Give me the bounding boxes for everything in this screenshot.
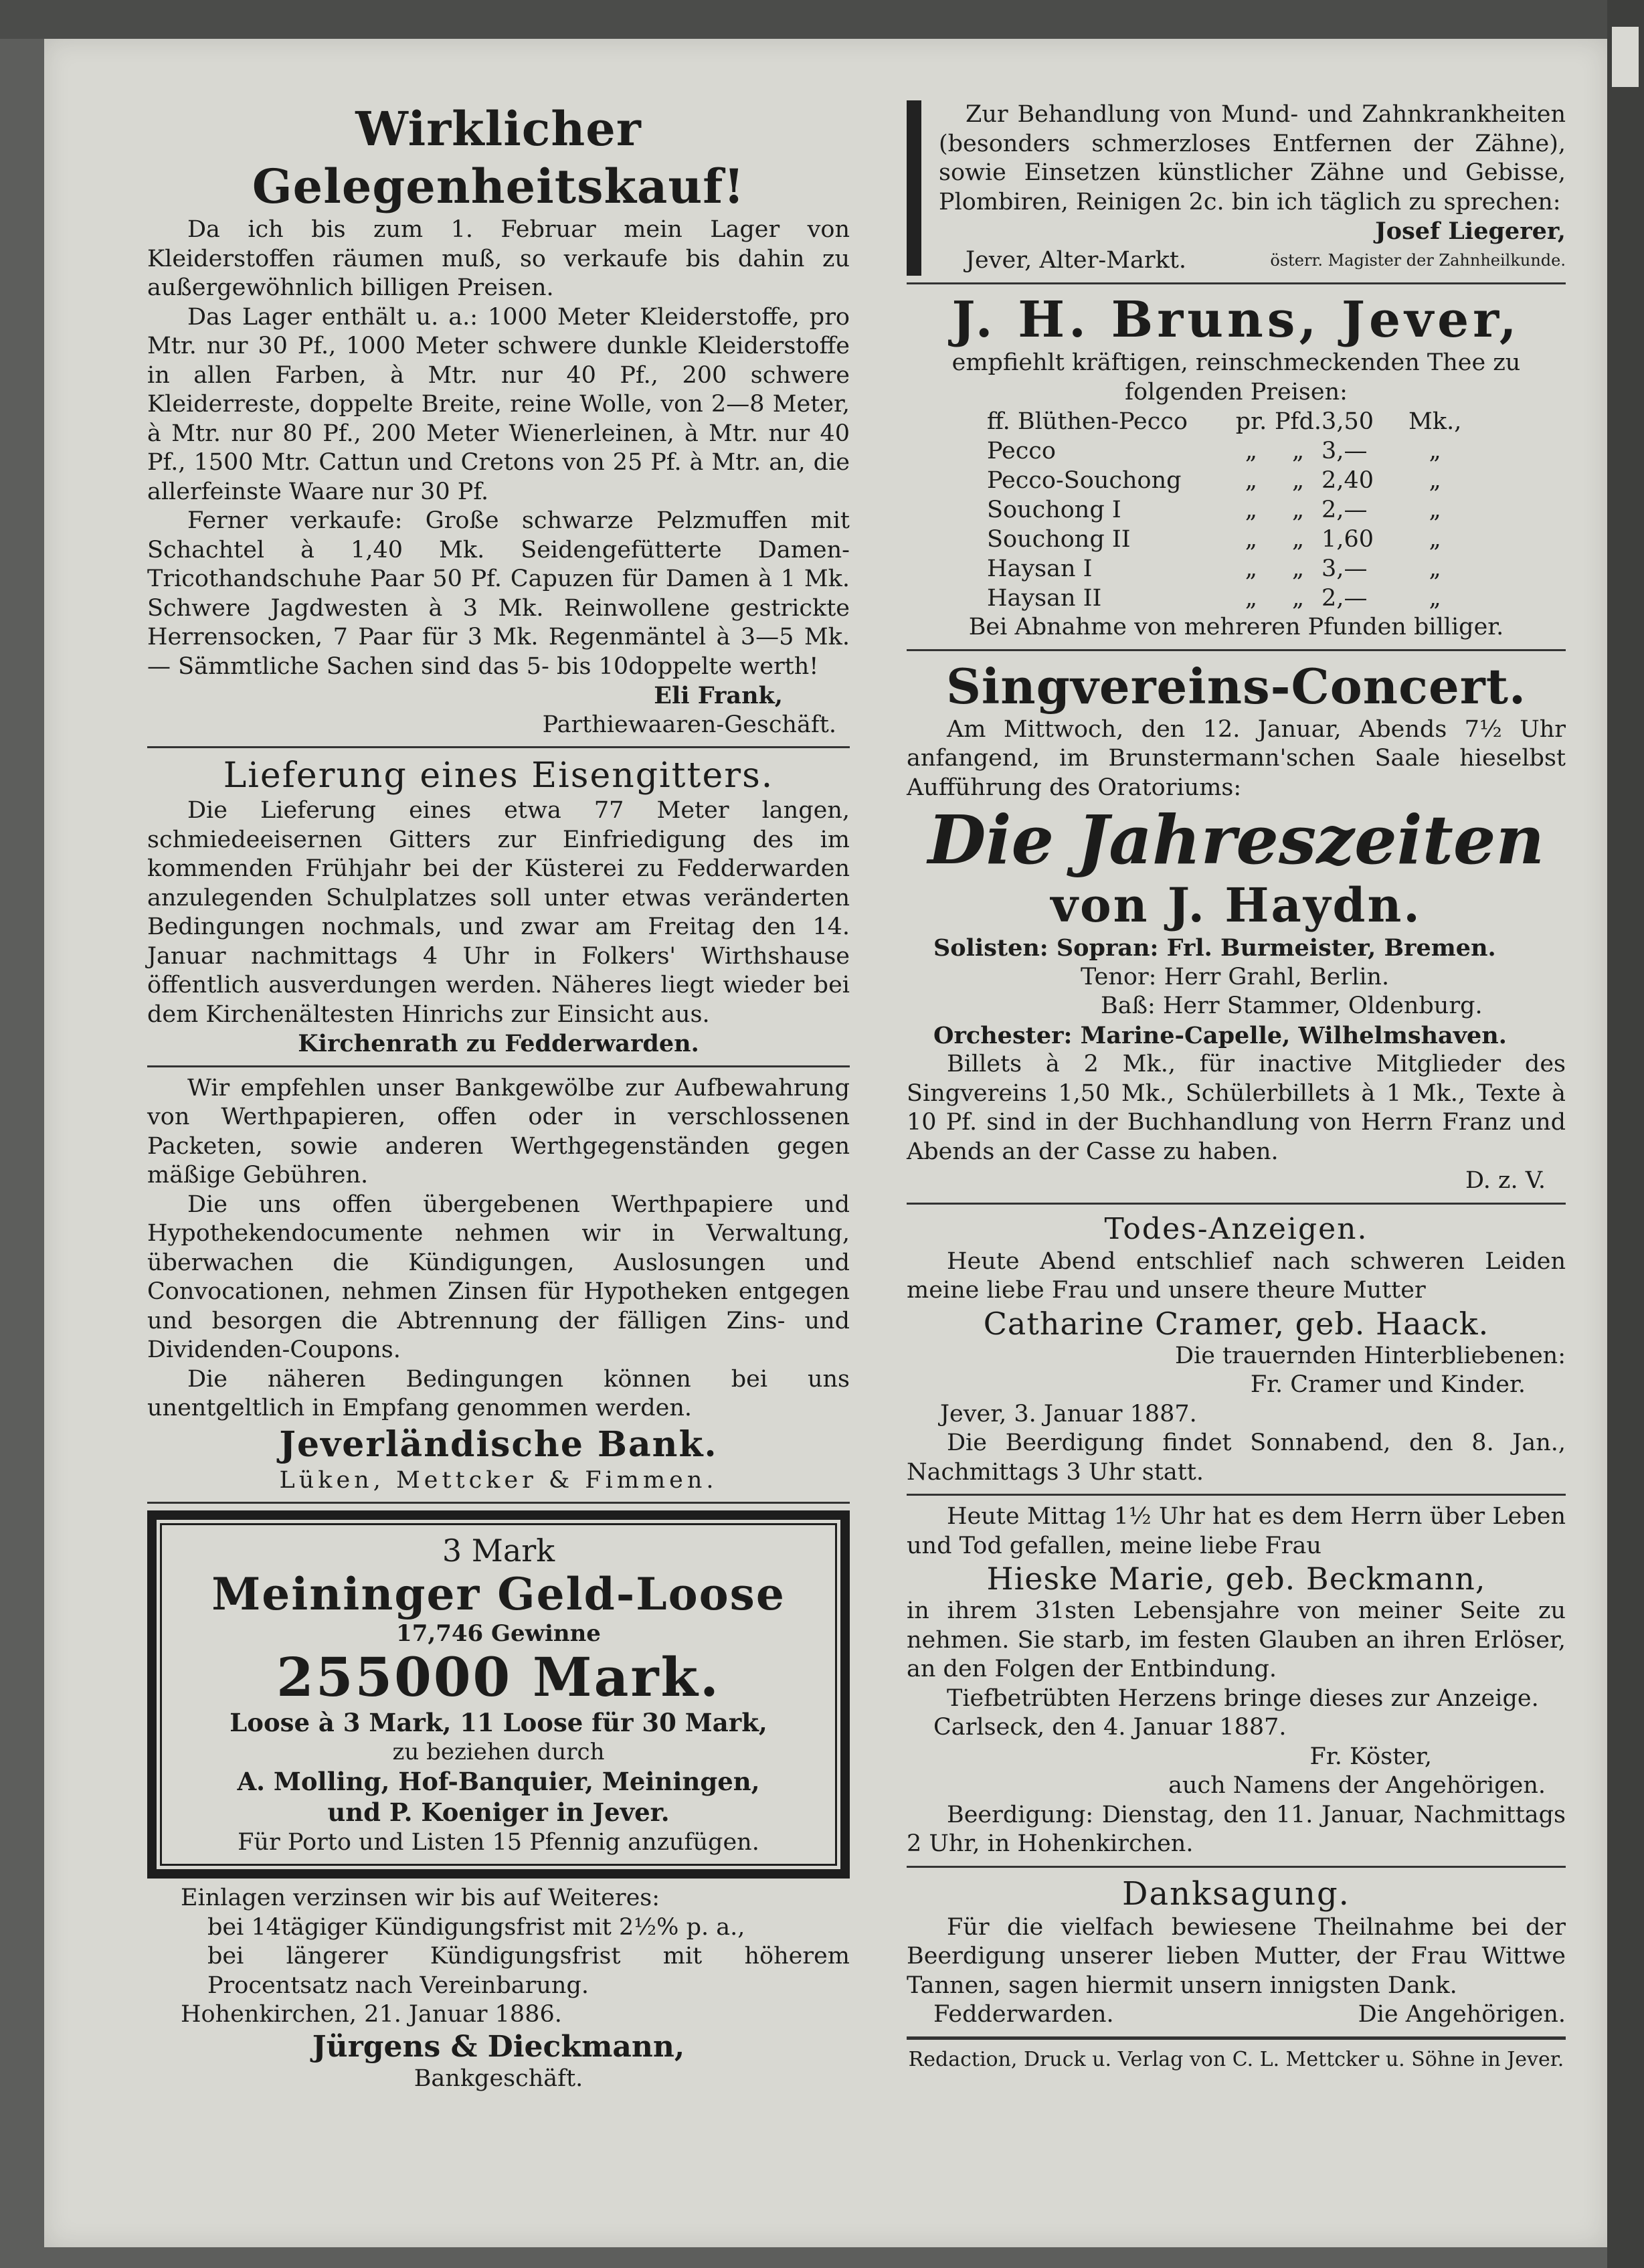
divider — [147, 1502, 850, 1504]
sig: Die Angehörigen. — [1358, 2001, 1566, 2028]
unit: „ — [1429, 526, 1441, 553]
price-table — [987, 407, 1461, 613]
ad-title: Wirklicher Gelegenheitskauf! — [252, 101, 745, 214]
ad-title: Singvereins-Concert. — [945, 657, 1527, 715]
unit: „ — [1429, 497, 1441, 523]
sign-row — [907, 2000, 1566, 2030]
postage: Für Porto und Listen 15 Pfennig anzufügen. — [238, 1829, 759, 1856]
ad-title: Lieferung eines Eisengitters. — [223, 756, 774, 796]
tea-name: Pecco-Souchong — [987, 467, 1182, 494]
tea-name: Haysan II — [987, 585, 1102, 612]
scan-border-top — [0, 0, 1644, 39]
ditto: „ — [1291, 438, 1305, 464]
wins: 17,746 Gewinne — [396, 1620, 601, 1647]
intro: empfiehlt kräftigen, reinschmeckenden Thee zu folgenden Preisen: — [951, 349, 1521, 406]
divider — [907, 1494, 1566, 1496]
signer: Eli Frank, — [654, 682, 783, 709]
ad-todesanzeige-cramer — [907, 1211, 1566, 1488]
ditto: Pfd. — [1275, 408, 1322, 435]
divider — [147, 1065, 850, 1067]
divider — [147, 746, 850, 748]
ditto: „ — [1245, 497, 1258, 523]
date: Carlseck, den 4. Januar 1887. — [933, 1714, 1287, 1741]
price: 3 Mark — [442, 1533, 555, 1569]
price-row — [987, 584, 1461, 613]
paragraph: Wir empfehlen unser Bankgewölbe zur Aufbewahrung von Werthpapieren, offen oder in verschlossenen Packeten, sowie anderen Werthgegenständen gegen mäßige Gebühren. — [147, 1074, 850, 1189]
deceased-name: Catharine Cramer, geb. Haack. — [983, 1305, 1489, 1342]
decorative-bar — [907, 100, 921, 276]
line: bei längerer Kündigungsfrist mit höherem Procentsatz nach Vereinbarung. — [207, 1943, 850, 1999]
divider — [907, 1866, 1566, 1868]
ditto: „ — [1291, 526, 1305, 553]
ad-eisengitter — [147, 755, 850, 1059]
price-row — [987, 466, 1461, 495]
ad-todesanzeige-beckmann — [907, 1502, 1566, 1859]
paragraph: Am Mittwoch, den 12. Januar, Abends 7½ Uhr anfangend, im Brunstermann'schen Saale hieselbst Aufführung des Oratoriums: — [907, 715, 1566, 801]
note: Bei Abnahme von mehreren Pfunden billiger. — [968, 614, 1504, 640]
paragraph: Für die vielfach bewiesene Theilnahme bei der Beerdigung unserer lieben Mutter, der Frau Wittwe Tannen, sagen hiermit unsern innigsten Dank. — [907, 1913, 1566, 1999]
ad-title: Danksagung. — [1122, 1874, 1350, 1913]
ad-geld-loose — [147, 1510, 850, 1879]
ad-title: Meininger Geld-Loose — [211, 1568, 786, 1620]
bank-name: Jeverländische Bank. — [279, 1423, 718, 1465]
paragraph: Ferner verkaufe: Große schwarze Pelzmuffen mit Schachtel à 1,40 Mk. Seidengefütterte Damen-Tricothandschuhe Paar 50 Pf. Capuzen für Damen à 1 Mk. Schwere Jagdwesten à 3 Mk. Reinwollene gestrickte Herrensocken, 7 Paar für 3 Mk. Regenmäntel à 3—5 Mk. — Sämmtliche Sachen sind das 5- bis 10doppelte werth! — [147, 507, 850, 680]
work-title: Die Jahreszeiten — [927, 800, 1545, 879]
via: zu beziehen durch — [392, 1739, 605, 1765]
ditto: „ — [1245, 555, 1258, 582]
paragraph: Da ich bis zum 1. Februar mein Lager von Kleiderstoffen räumen muß, so verkaufe bis dahin zu außergewöhnlich billigen Preisen. — [147, 216, 850, 301]
line: Orchester: Marine-Capelle, Wilhelmshaven. — [933, 1021, 1507, 1049]
tea-name: ff. Blüthen-Pecco — [987, 408, 1188, 435]
firm: Parthiewaaren-Geschäft. — [542, 711, 836, 738]
date: Jever, 3. Januar 1887. — [940, 1400, 1197, 1427]
paragraph: Billets à 2 Mk., für inactive Mitglieder des Singvereins 1,50 Mk., Schülerbillets à 1 Mk., Texte à 10 Pf. sind in der Buchhandlung von Herrn Franz und Abends an der Casse zu haben. — [907, 1051, 1566, 1165]
price-row — [987, 407, 1461, 436]
page-tab — [1612, 27, 1639, 87]
scan-border-right — [1607, 0, 1644, 2268]
ad-singverein — [907, 658, 1566, 1196]
price-row — [987, 495, 1461, 525]
unit: „ — [1429, 467, 1441, 494]
funeral: Beerdigung: Dienstag, den 11. Januar, Nachmittags 2 Uhr, in Hohenkirchen. — [907, 1801, 1566, 1857]
deceased-name: Hieske Marie, geb. Beckmann, — [986, 1561, 1486, 1597]
tea-name: Haysan I — [987, 555, 1093, 582]
line: bei 14tägiger Kündigungsfrist mit 2½% p. a., — [207, 1913, 745, 1941]
date: Hohenkirchen, 21. Januar 1886. — [181, 2001, 562, 2028]
paragraph: Tiefbetrübten Herzens bringe dieses zur Anzeige. — [947, 1684, 1539, 1712]
price: 1,60 — [1321, 526, 1374, 553]
price: 3,— — [1321, 438, 1368, 464]
divider — [907, 2036, 1566, 2040]
title: österr. Magister der Zahnheilkunde. — [1270, 250, 1566, 270]
ditto: „ — [1291, 497, 1305, 523]
signer: Fr. Köster, — [1309, 1743, 1432, 1770]
left-column — [147, 100, 850, 2093]
mourners: Die trauernden Hinterbliebenen: — [1174, 1342, 1566, 1369]
tea-name: Souchong I — [987, 497, 1121, 523]
ad-danksagung — [907, 1874, 1566, 2030]
imprint: Redaction, Druck u. Verlag von C. L. Mettcker u. Söhne in Jever. — [908, 2047, 1564, 2071]
offer: Loose à 3 Mark, 11 Loose für 30 Mark, — [230, 1708, 767, 1737]
paragraph: in ihrem 31sten Lebensjahre von meiner Seite zu nehmen. Sie starb, im festen Glauben an ihren Erlöser, an den Folgen der Entbindung. — [907, 1597, 1566, 1682]
line: Baß: Herr Stammer, Oldenburg. — [1101, 992, 1483, 1019]
partners: Lüken, Mettcker & Fimmen. — [279, 1466, 718, 1494]
line: Einlagen verzinsen wir bis auf Weiteres: — [181, 1885, 660, 1911]
ditto: „ — [1245, 438, 1258, 464]
paragraph: Die näheren Bedingungen können bei uns unentgeltlich in Empfang genommen werden. — [147, 1365, 850, 1421]
ditto: pr. — [1235, 408, 1267, 435]
funeral: Die Beerdigung findet Sonnabend, den 8. Jan., Nachmittags 3 Uhr statt. — [907, 1429, 1566, 1486]
firm: Jürgens & Dieckmann, — [312, 2029, 685, 2064]
right-column — [907, 100, 1566, 2073]
paragraph: Zur Behandlung von Mund- und Zahnkrankheiten (besonders schmerzloses Entfernen der Zähne), sowie Einsetzen künstlicher Zähne und Gebisse, Plombiren, Reinigen 2c. bin ich täglich zu sprechen: — [939, 101, 1566, 215]
unit: „ — [1429, 555, 1441, 582]
line: Tenor: Herr Grahl, Berlin. — [1081, 963, 1390, 990]
paragraph: Das Lager enthält u. a.: 1000 Meter Kleiderstoffe, pro Mtr. nur 30 Pf., 1000 Meter schwere dunkle Kleiderstoffe in allen Farben, à Mtr. nur 40 Pf., 200 schwere Kleiderreste, doppelte Breite, reine Wolle, von 2—8 Meter, à Mtr. nur 80 Pf., 200 Meter Wienerleinen, à Mtr. nur 40 Pf., 1500 Mtr. Cattun und Cretons von 25 Pf. à Mtr. an, die allerfeinste Waare nur 30 Pf. — [147, 303, 850, 505]
price: 3,— — [1321, 555, 1368, 582]
price-row — [987, 525, 1461, 554]
price-row — [987, 554, 1461, 584]
composer: von J. Haydn. — [1051, 877, 1422, 933]
ad-gelegenheitskauf — [147, 100, 850, 739]
paragraph: Die uns offen übergebenen Werthpapiere und Hypothekendocumente nehmen wir in Verwaltung, überwachen die Kündigungen, Auslosungen und Convocationen, nehmen Zinsen für Hypotheken entgegen und besorgen die Abtrennung der fälligen Zins- und Dividenden-Coupons. — [147, 1191, 850, 1363]
price: 2,— — [1321, 585, 1368, 612]
mourners: Fr. Cramer und Kinder. — [1250, 1371, 1526, 1398]
line: Solisten: Sopran: Frl. Burmeister, Bremen. — [933, 934, 1496, 962]
unit: Mk., — [1408, 408, 1462, 435]
price: 2,40 — [1321, 467, 1374, 494]
price: 2,— — [1321, 497, 1368, 523]
tea-name: Souchong II — [987, 526, 1131, 553]
price: 3,50 — [1321, 408, 1374, 435]
divider — [907, 1203, 1566, 1205]
divider — [907, 282, 1566, 284]
price-row — [987, 436, 1461, 466]
ditto: „ — [1291, 467, 1305, 494]
ad-thee — [907, 291, 1566, 642]
signer: auch Namens der Angehörigen. — [1168, 1772, 1546, 1799]
unit: „ — [1429, 585, 1441, 612]
place-row — [939, 246, 1566, 276]
ad-zahnarzt — [907, 100, 1566, 276]
sig: D. z. V. — [1465, 1167, 1546, 1194]
ad-einlagen — [147, 1884, 850, 2093]
place: Jever, Alter-Markt. — [966, 246, 1187, 274]
amount: 255000 Mark. — [276, 1646, 721, 1709]
ditto: „ — [1245, 467, 1258, 494]
ditto: „ — [1291, 555, 1305, 582]
ad-title: Todes-Anzeigen. — [1104, 1211, 1368, 1246]
unit: „ — [1429, 438, 1441, 464]
ditto: „ — [1245, 585, 1258, 612]
paragraph: Heute Abend entschlief nach schweren Leiden meine liebe Frau und unsere theure Mutter — [907, 1247, 1566, 1304]
tea-name: Pecco — [987, 438, 1056, 464]
ad-bank — [147, 1074, 850, 1496]
agent: und P. Koeniger in Jever. — [327, 1798, 670, 1827]
ditto: „ — [1245, 526, 1258, 553]
divider — [907, 649, 1566, 651]
agent: A. Molling, Hof-Banquier, Meiningen, — [237, 1767, 760, 1796]
firm-sub: Bankgeschäft. — [414, 2065, 583, 2092]
ditto: „ — [1291, 585, 1305, 612]
signer: Kirchenrath zu Fedderwarden. — [298, 1030, 699, 1057]
ad-title: J. H. Bruns, Jever, — [951, 291, 1521, 349]
paragraph: Heute Mittag 1½ Uhr hat es dem Herrn über Leben und Tod gefallen, meine liebe Frau — [907, 1503, 1566, 1559]
place: Fedderwarden. — [933, 2001, 1114, 2028]
name: Josef Liegerer, — [1375, 217, 1566, 245]
paragraph: Die Lieferung eines etwa 77 Meter langen, schmiedeeisernen Gitters zur Einfriedigung des im kommenden Frühjahr bei der Küsterei zu Fedderwarden anzulegenden Schulplatzes soll unter etwas veränderten Bedingungen nochmals, und zwar am Freitag den 14. Januar nachmittags 4 Uhr in Folkers' Wirthshause öffentlich ausverdungen werden. Näheres liegt wieder bei dem Kirchenältesten Hinrichs zur Einsicht aus. — [147, 797, 850, 1028]
